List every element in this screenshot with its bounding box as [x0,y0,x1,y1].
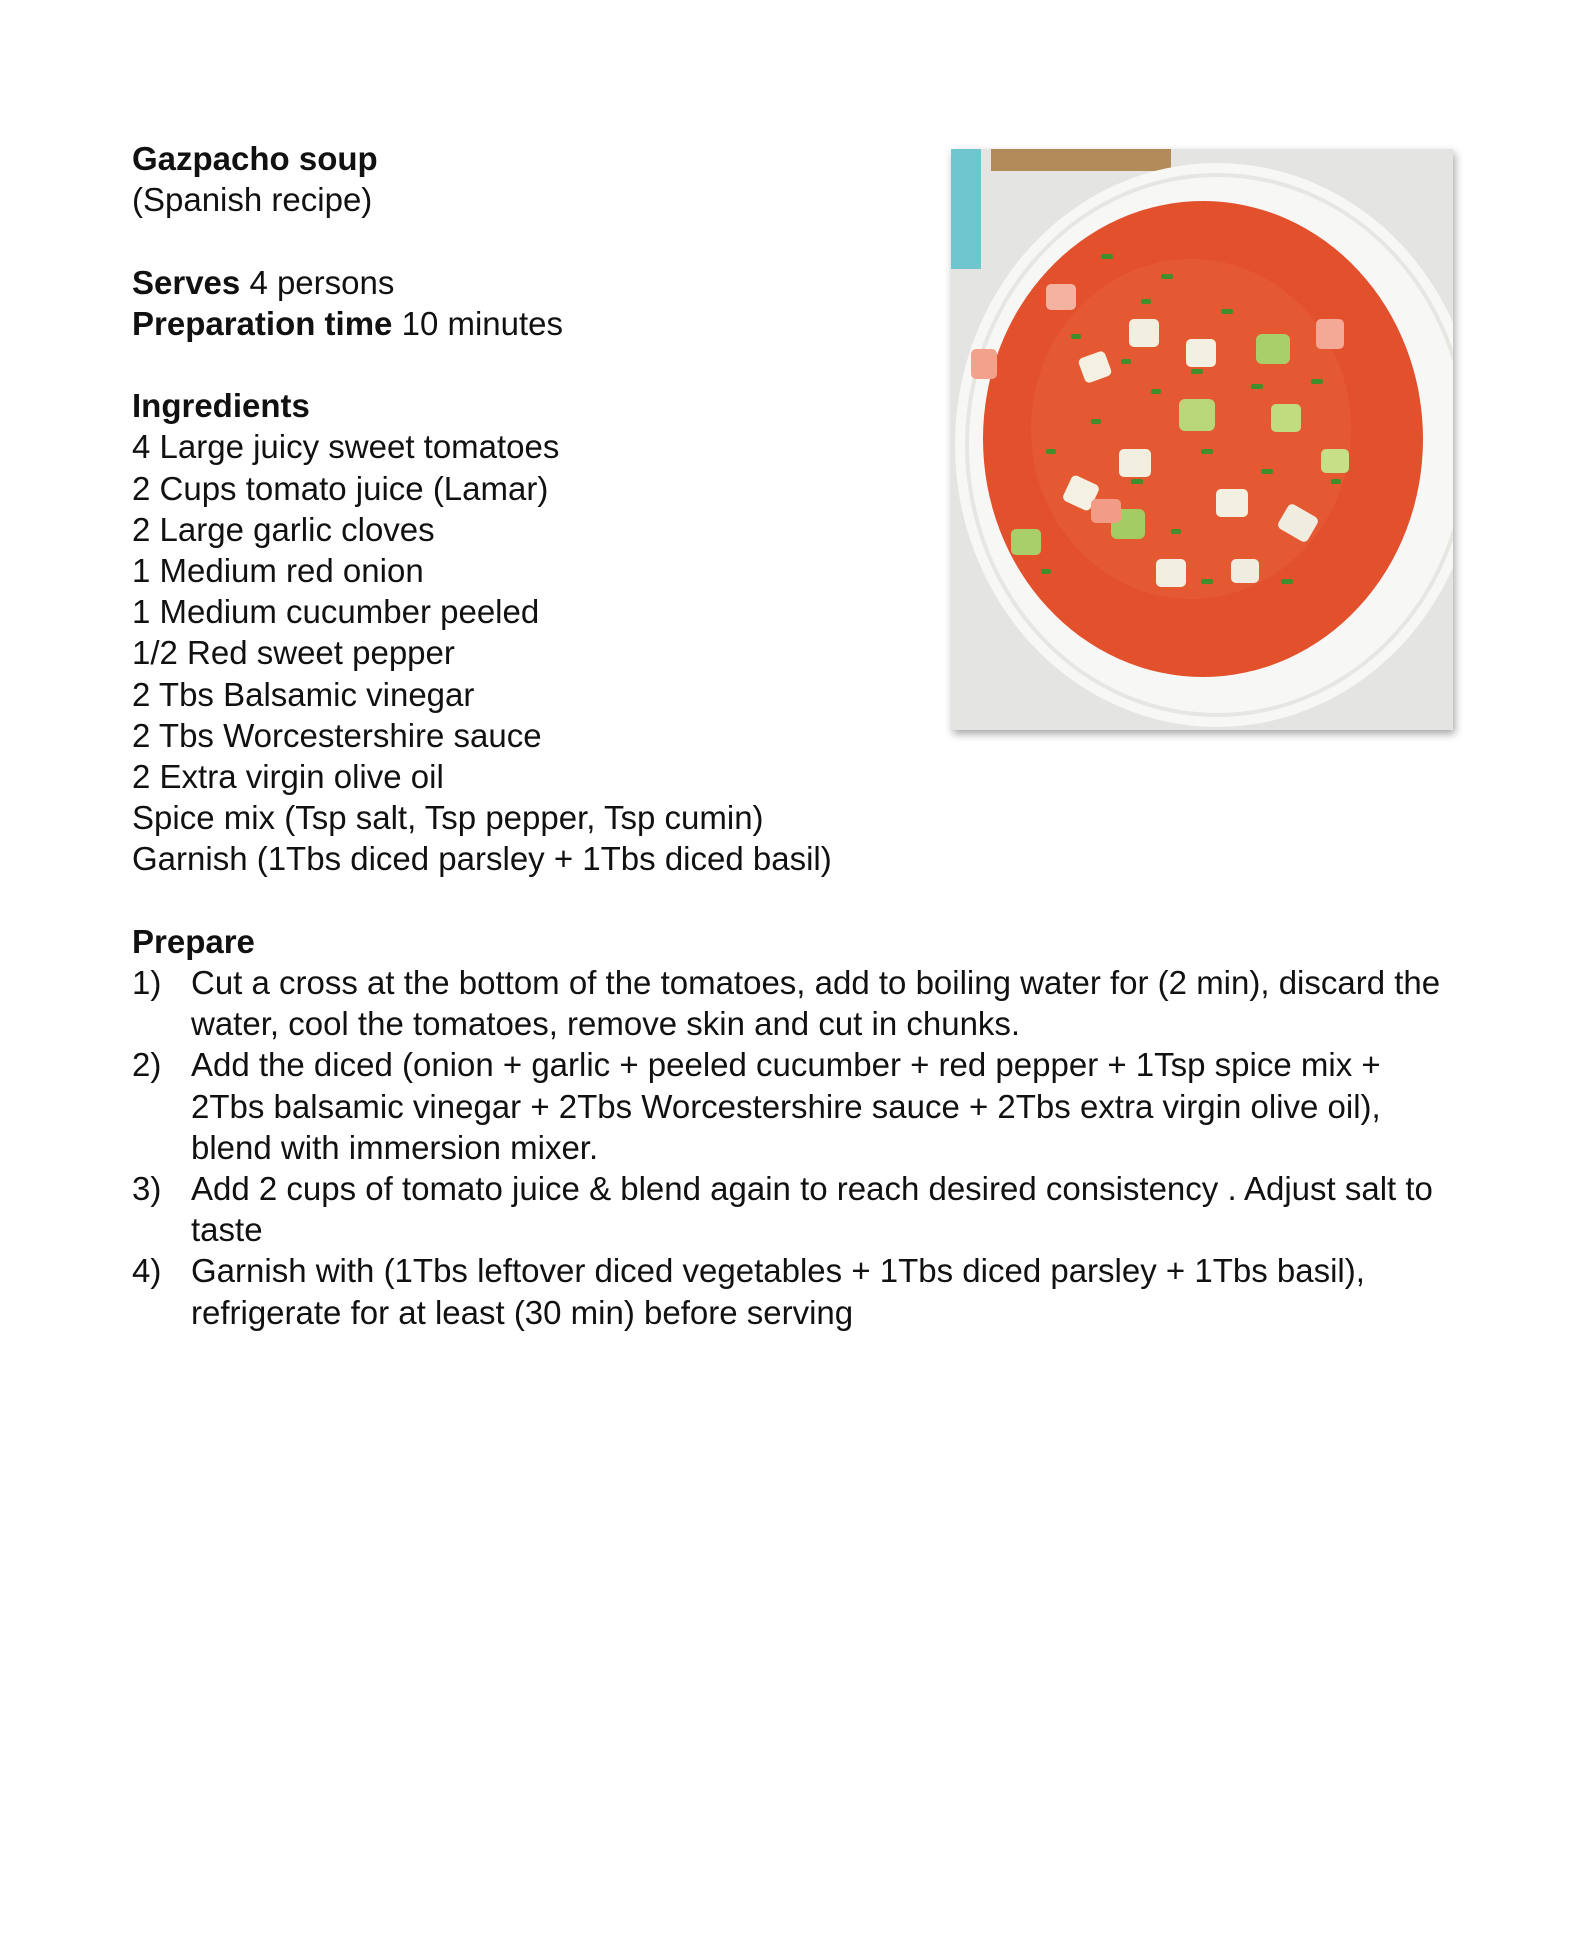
serves-label: Serves [132,263,241,301]
prep-time-value: 10 minutes [401,304,564,342]
step-number: 4) [132,1252,162,1290]
step-number: 2) [132,1046,162,1084]
ingredients-heading: Ingredients [132,387,310,425]
bread-slice [991,149,1171,171]
step-text: Garnish with (1Tbs leftover diced vegetables + 1Tbs diced parsley + 1Tbs basil), refrigerate for at least (30 min) before serving [191,1252,1365,1331]
ingredient-item: 4 Large juicy sweet tomatoes [132,428,560,466]
spacer [132,880,1462,921]
ingredient-item: 2 Extra virgin olive oil [132,758,444,796]
prepare-steps [132,962,1462,1333]
step-item [132,1250,1462,1332]
step-text: Add the diced (onion + garlic + peeled cucumber + red pepper + 1Tsp spice mix + 2Tbs balsamic vinegar + 2Tbs Worcestershire sauce + 2Tbs extra virgin olive oil), blend with immersion mixer. [191,1046,1381,1166]
step-item [132,962,1462,1044]
gazpacho-photo [951,149,1453,730]
step-item [132,1044,1462,1168]
recipe-subtitle: (Spanish recipe) [132,181,373,219]
step-number: 1) [132,964,162,1002]
serves-value: 4 persons [249,263,395,301]
ingredient-item: 2 Cups tomato juice (Lamar) [132,469,549,507]
ingredient-item: 1 Medium cucumber peeled [132,593,540,631]
ingredient-item: Garnish (1Tbs diced parsley + 1Tbs diced basil) [132,840,832,878]
step-item [132,1168,1462,1250]
ingredient-item: 2 Large garlic cloves [132,510,435,548]
step-text: Cut a cross at the bottom of the tomatoes, add to boiling water for (2 min), discard the water, cool the tomatoes, remove skin and cut in chunks. [191,964,1441,1043]
ingredient-item: 2 Tbs Balsamic vinegar [132,675,475,713]
soup-bowl-image [951,149,1453,730]
step-number: 3) [132,1170,162,1208]
ingredient-item: 1 Medium red onion [132,552,424,589]
prepare-heading: Prepare [132,922,255,960]
teal-napkin [951,149,981,269]
prep-time-label: Preparation time [132,304,393,342]
ingredient-item: Spice mix (Tsp salt, Tsp pepper, Tsp cumin) [132,799,764,837]
step-text: Add 2 cups of tomato juice & blend again to reach desired consistency . Adjust salt to taste [191,1170,1433,1249]
recipe-title: Gazpacho soup [132,140,378,177]
ingredient-item: 2 Tbs Worcestershire sauce [132,716,542,754]
ingredient-item: 1/2 Red sweet pepper [132,634,455,672]
